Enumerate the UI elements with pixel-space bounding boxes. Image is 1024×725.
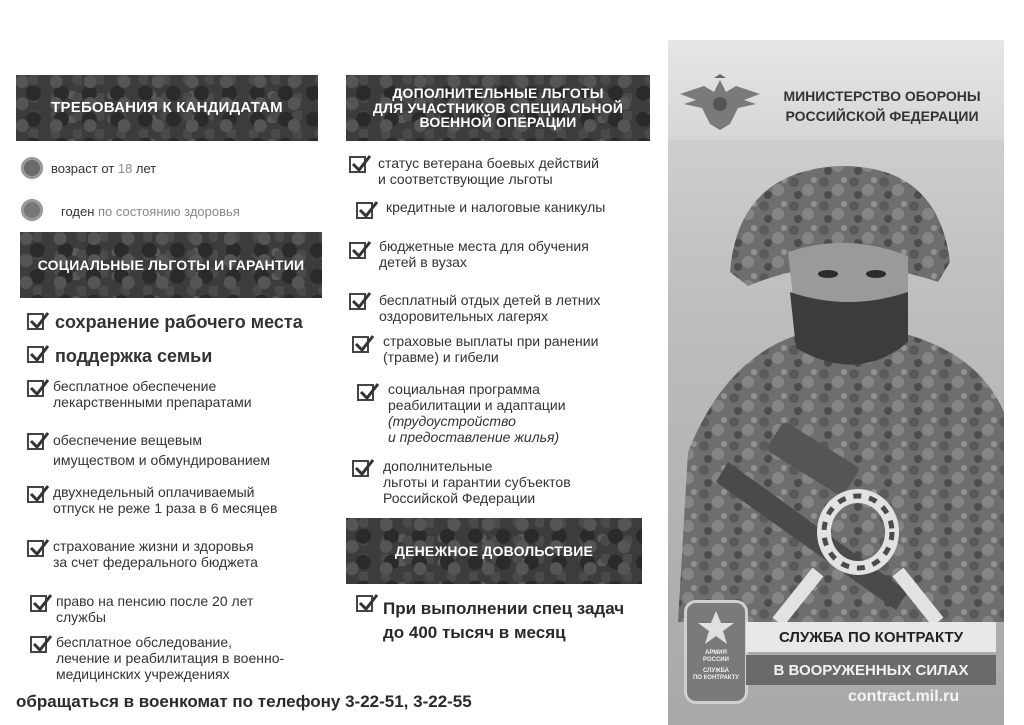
checkbox-icon: [27, 540, 44, 557]
contract-url-link[interactable]: contract.mil.ru: [848, 688, 960, 705]
checkbox-icon: [27, 380, 44, 397]
svo-education: бюджетные места для обучения детей в вузах: [379, 238, 589, 270]
service-banner-bottom: В ВООРУЖЕННЫХ СИЛАХ: [746, 655, 996, 685]
army-badge: АРМИЯ РОССИИ СЛУЖБА ПО КОНТРАКТУ: [684, 600, 748, 704]
recruitment-poster: [668, 40, 1004, 725]
requirements-header: [16, 75, 318, 141]
contact-footer: обращаться в военкомат по телефону 3-22-51, 3-22-55: [16, 692, 472, 711]
svo-social-program: социальная программа реабилитации и адаптации (трудоустройство и предоставление жилья): [388, 381, 566, 445]
clock-icon: [21, 157, 43, 179]
star-icon: [696, 609, 736, 647]
checkbox-icon: [27, 313, 44, 330]
checkbox-icon: [349, 293, 366, 310]
checkbox-icon: [357, 384, 374, 401]
svo-children-rest: бесплатный отдых детей в летних оздоровительных лагерях: [379, 292, 601, 324]
soldier-illustration: [668, 152, 1004, 622]
benefit-clothing: обеспечение вещевым имуществом и обмундированием: [53, 432, 271, 468]
health-requirement: годен по состоянию здоровья: [61, 204, 240, 219]
checkbox-icon: [30, 636, 47, 653]
benefit-vacation: двухнедельный оплачиваемый отпуск не реже 1 раза в 6 месяцев: [53, 484, 278, 516]
checkbox-icon: [356, 595, 373, 612]
checkbox-icon: [356, 202, 373, 219]
checkbox-icon: [27, 433, 44, 450]
checkbox-icon: [27, 346, 44, 363]
social-header: [20, 232, 322, 298]
service-banner-top: СЛУЖБА ПО КОНТРАКТУ: [746, 622, 996, 652]
benefit-insurance: страхование жизни и здоровья за счет федерального бюджета: [53, 538, 258, 570]
benefit-pension: право на пенсию после 20 лет службы: [56, 593, 254, 625]
svo-header: ДОПОЛНИТЕЛЬНЫЕ ЛЬГОТЫ ДЛЯ УЧАСТНИКОВ СПЕЦИАЛЬНОЙ ВОЕННОЙ ОПЕРАЦИИ: [346, 75, 650, 141]
benefit-job-retention: сохранение рабочего места: [55, 312, 303, 332]
benefit-family-support: поддержка семьи: [55, 346, 213, 366]
checkbox-icon: [349, 156, 366, 173]
svo-veteran-status: статус ветерана боевых действий и соответствующие льготы: [378, 155, 599, 187]
eagle-emblem-icon: [674, 74, 766, 134]
social-title: СОЦИАЛЬНЫЕ ЛЬГОТЫ И ГАРАНТИИ: [37, 256, 305, 273]
benefit-medical: бесплатное обследование, лечение и реабилитация в военно- медицинских учреждениях: [56, 634, 285, 682]
pay-amount: При выполнении спец задач до 400 тысяч в месяц: [383, 599, 625, 642]
requirements-title: ТРЕБОВАНИЯ К КАНДИДАТАМ: [51, 99, 283, 117]
pay-title: ДЕНЕЖНОЕ ДОВОЛЬСТВИЕ: [394, 542, 594, 559]
benefit-medicine: бесплатное обеспечение лекарственными препаратами: [53, 378, 252, 410]
checkbox-icon: [30, 595, 47, 612]
svo-credit-holidays: кредитные и налоговые каникулы: [386, 199, 606, 215]
ministry-title: МИНИСТЕРСТВО ОБОРОНЫ РОССИЙСКОЙ ФЕДЕРАЦИИ: [783, 88, 981, 124]
checkbox-icon: [27, 486, 44, 503]
svo-insurance-payments: страховые выплаты при ранении (травме) и гибели: [383, 333, 599, 365]
checkbox-icon: [349, 242, 366, 259]
checkbox-icon: [352, 460, 369, 477]
svo-regional-benefits: дополнительные льготы и гарантии субъектов Российской Федерации: [383, 458, 571, 506]
age-requirement: возраст от 18 лет: [51, 161, 157, 176]
heart-icon: [21, 199, 43, 221]
pay-header: [346, 518, 642, 584]
checkbox-icon: [352, 336, 369, 353]
